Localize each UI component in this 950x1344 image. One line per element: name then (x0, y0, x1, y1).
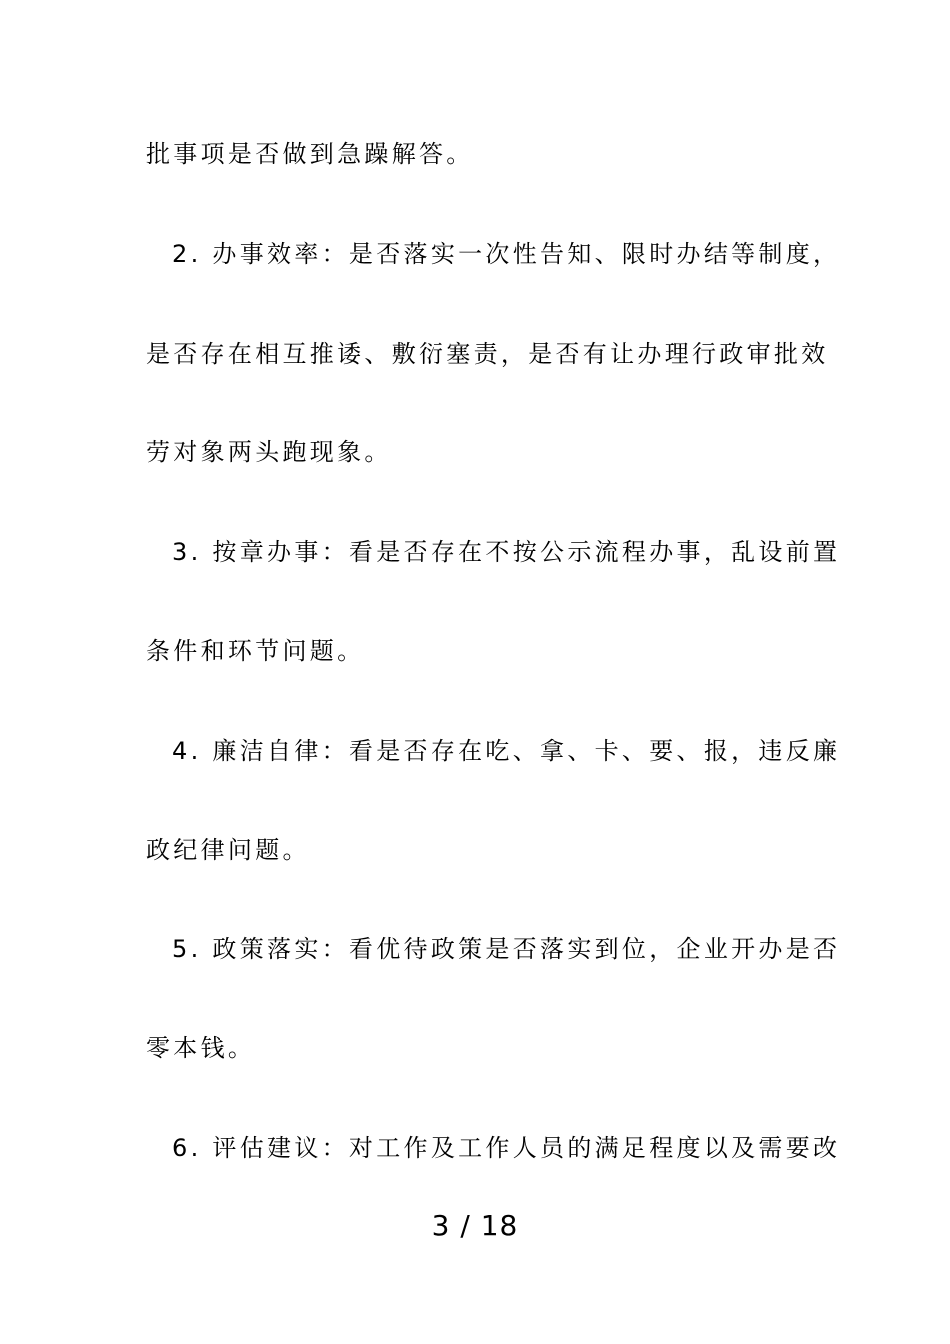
text-line-7: 4. 廉洁自律：看是否存在吃、拿、卡、要、报，违反廉 (172, 737, 841, 765)
text-line-9: 5. 政策落实：看优待政策是否落实到位，企业开办是否 (172, 935, 841, 963)
page-number: 3 / 18 (431, 1209, 519, 1242)
text-line-10: 零本钱。 (146, 1034, 256, 1062)
text-line-11: 6. 评估建议：对工作及工作人员的满足程度以及需要改 (172, 1134, 841, 1162)
text-line-1: 批事项是否做到急躁解答。 (146, 140, 474, 168)
text-line-2: 2. 办事效率：是否落实一次性告知、限时办结等制度， (172, 240, 841, 268)
text-line-4: 劳对象两头跑现象。 (146, 438, 392, 466)
text-line-3: 是否存在相互推诿、敷衍塞责，是否有让办理行政审批效 (146, 340, 829, 368)
text-line-6: 条件和环节问题。 (146, 637, 365, 665)
text-line-5: 3. 按章办事：看是否存在不按公示流程办事，乱设前置 (172, 538, 841, 566)
text-line-8: 政纪律问题。 (146, 836, 310, 864)
